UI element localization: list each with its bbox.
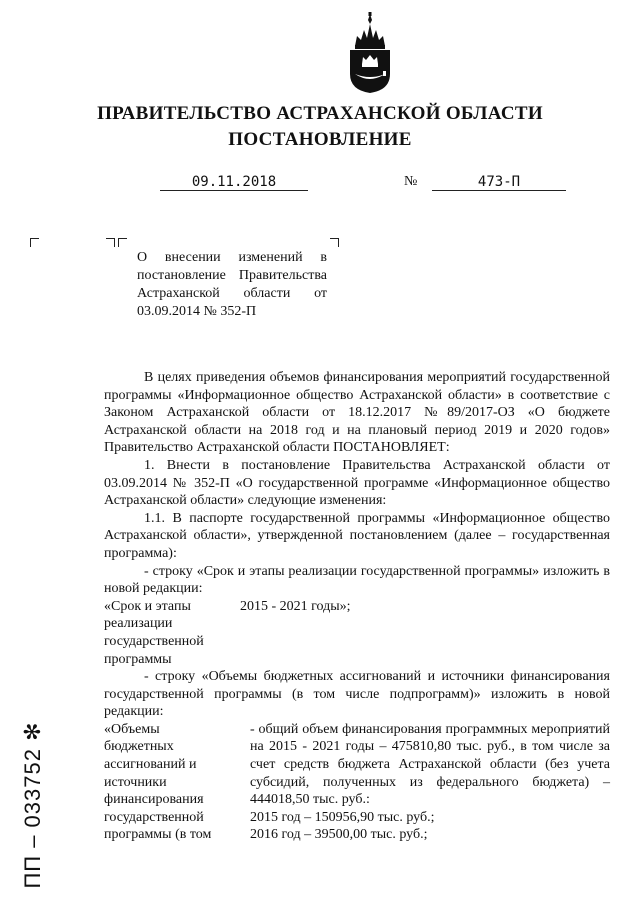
- document-body: [104, 369, 610, 844]
- corner-mark: [106, 238, 115, 247]
- paragraph: - строку «Объемы бюджетных ассигнований и источники финансирования государственной программы (в том числе подпрограмм)» изложить в новой редакции:: [104, 669, 610, 720]
- document-number: 473-П: [432, 174, 566, 191]
- corner-mark: [118, 238, 127, 247]
- row-label: программы: [104, 651, 172, 667]
- row-label: финансирования: [104, 792, 204, 808]
- paragraph: В целях приведения объемов финансирования мероприятий государственной программы «Информационное общество Астраханской области» в соответствие с Законом Астраханской области от 18.12.2017 №89/2017-ОЗ «О бюджете Астраханской области на 2018 год и на плановый период 2019 и 2020 годов» Правительство Астраханской области ПОСТАНОВЛЯЕТ:: [104, 370, 610, 456]
- row-value: 2015 - 2021 годы»;: [240, 598, 351, 614]
- row-label: программы (в том: [104, 827, 212, 843]
- row-value: - общий объем финансирования программных мероприятий на 2015 - 2021 годы – 475810,80 тыс. руб., в том числе за счет средств бюджета Астраханской области (без учета субсидий, полученных из федерального бюджета) – 444018,50 тыс. руб.:: [250, 721, 610, 808]
- corner-mark: [30, 238, 39, 247]
- row-label: ассигнований и: [104, 757, 197, 773]
- row-label: реализации: [104, 616, 173, 632]
- serial-number: ПП – 033752 ✻: [20, 721, 45, 889]
- document-date: 09.11.2018: [160, 174, 308, 191]
- government-title: ПРАВИТЕЛЬСТВО АСТРАХАНСКОЙ ОБЛАСТИ: [97, 103, 543, 124]
- paragraph: 1.1. В паспорте государственной программы «Информационное общество Астраханской области», утвержденной постановлением (далее – государственная программа):: [104, 510, 610, 561]
- serial-number-stamp: [18, 710, 48, 900]
- row-value: 2016 год – 39500,00 тыс. руб.;: [250, 827, 428, 843]
- passport-row-term: [104, 598, 610, 668]
- row-label: «Объемы: [104, 721, 160, 737]
- paragraph: - строку «Срок и этапы реализации государственной программы» изложить в новой редакции:: [104, 563, 610, 597]
- coat-of-arms-emblem: [345, 12, 395, 94]
- row-label: источники: [104, 774, 167, 790]
- document-subject: О внесении изменений в постановление Правительства Астраханской области от 03.09.2014 № 352-П: [137, 250, 327, 319]
- document-type: ПОСТАНОВЛЕНИЕ: [228, 129, 412, 150]
- row-label: государственной: [104, 633, 204, 649]
- corner-mark: [330, 238, 339, 247]
- paragraph: 1. Внести в постановление Правительства Астраханской области от 03.09.2014 № 352-П «О государственной программе «Информационное общество Астраханской области» следующие изменения:: [104, 457, 610, 509]
- row-value: 2015 год – 150956,90 тыс. руб.;: [250, 809, 435, 825]
- passport-row-financing: [104, 721, 610, 844]
- row-label: бюджетных: [104, 739, 174, 755]
- number-sign: №: [404, 174, 418, 189]
- row-label: государственной: [104, 809, 204, 825]
- row-label: «Срок и этапы: [104, 598, 191, 614]
